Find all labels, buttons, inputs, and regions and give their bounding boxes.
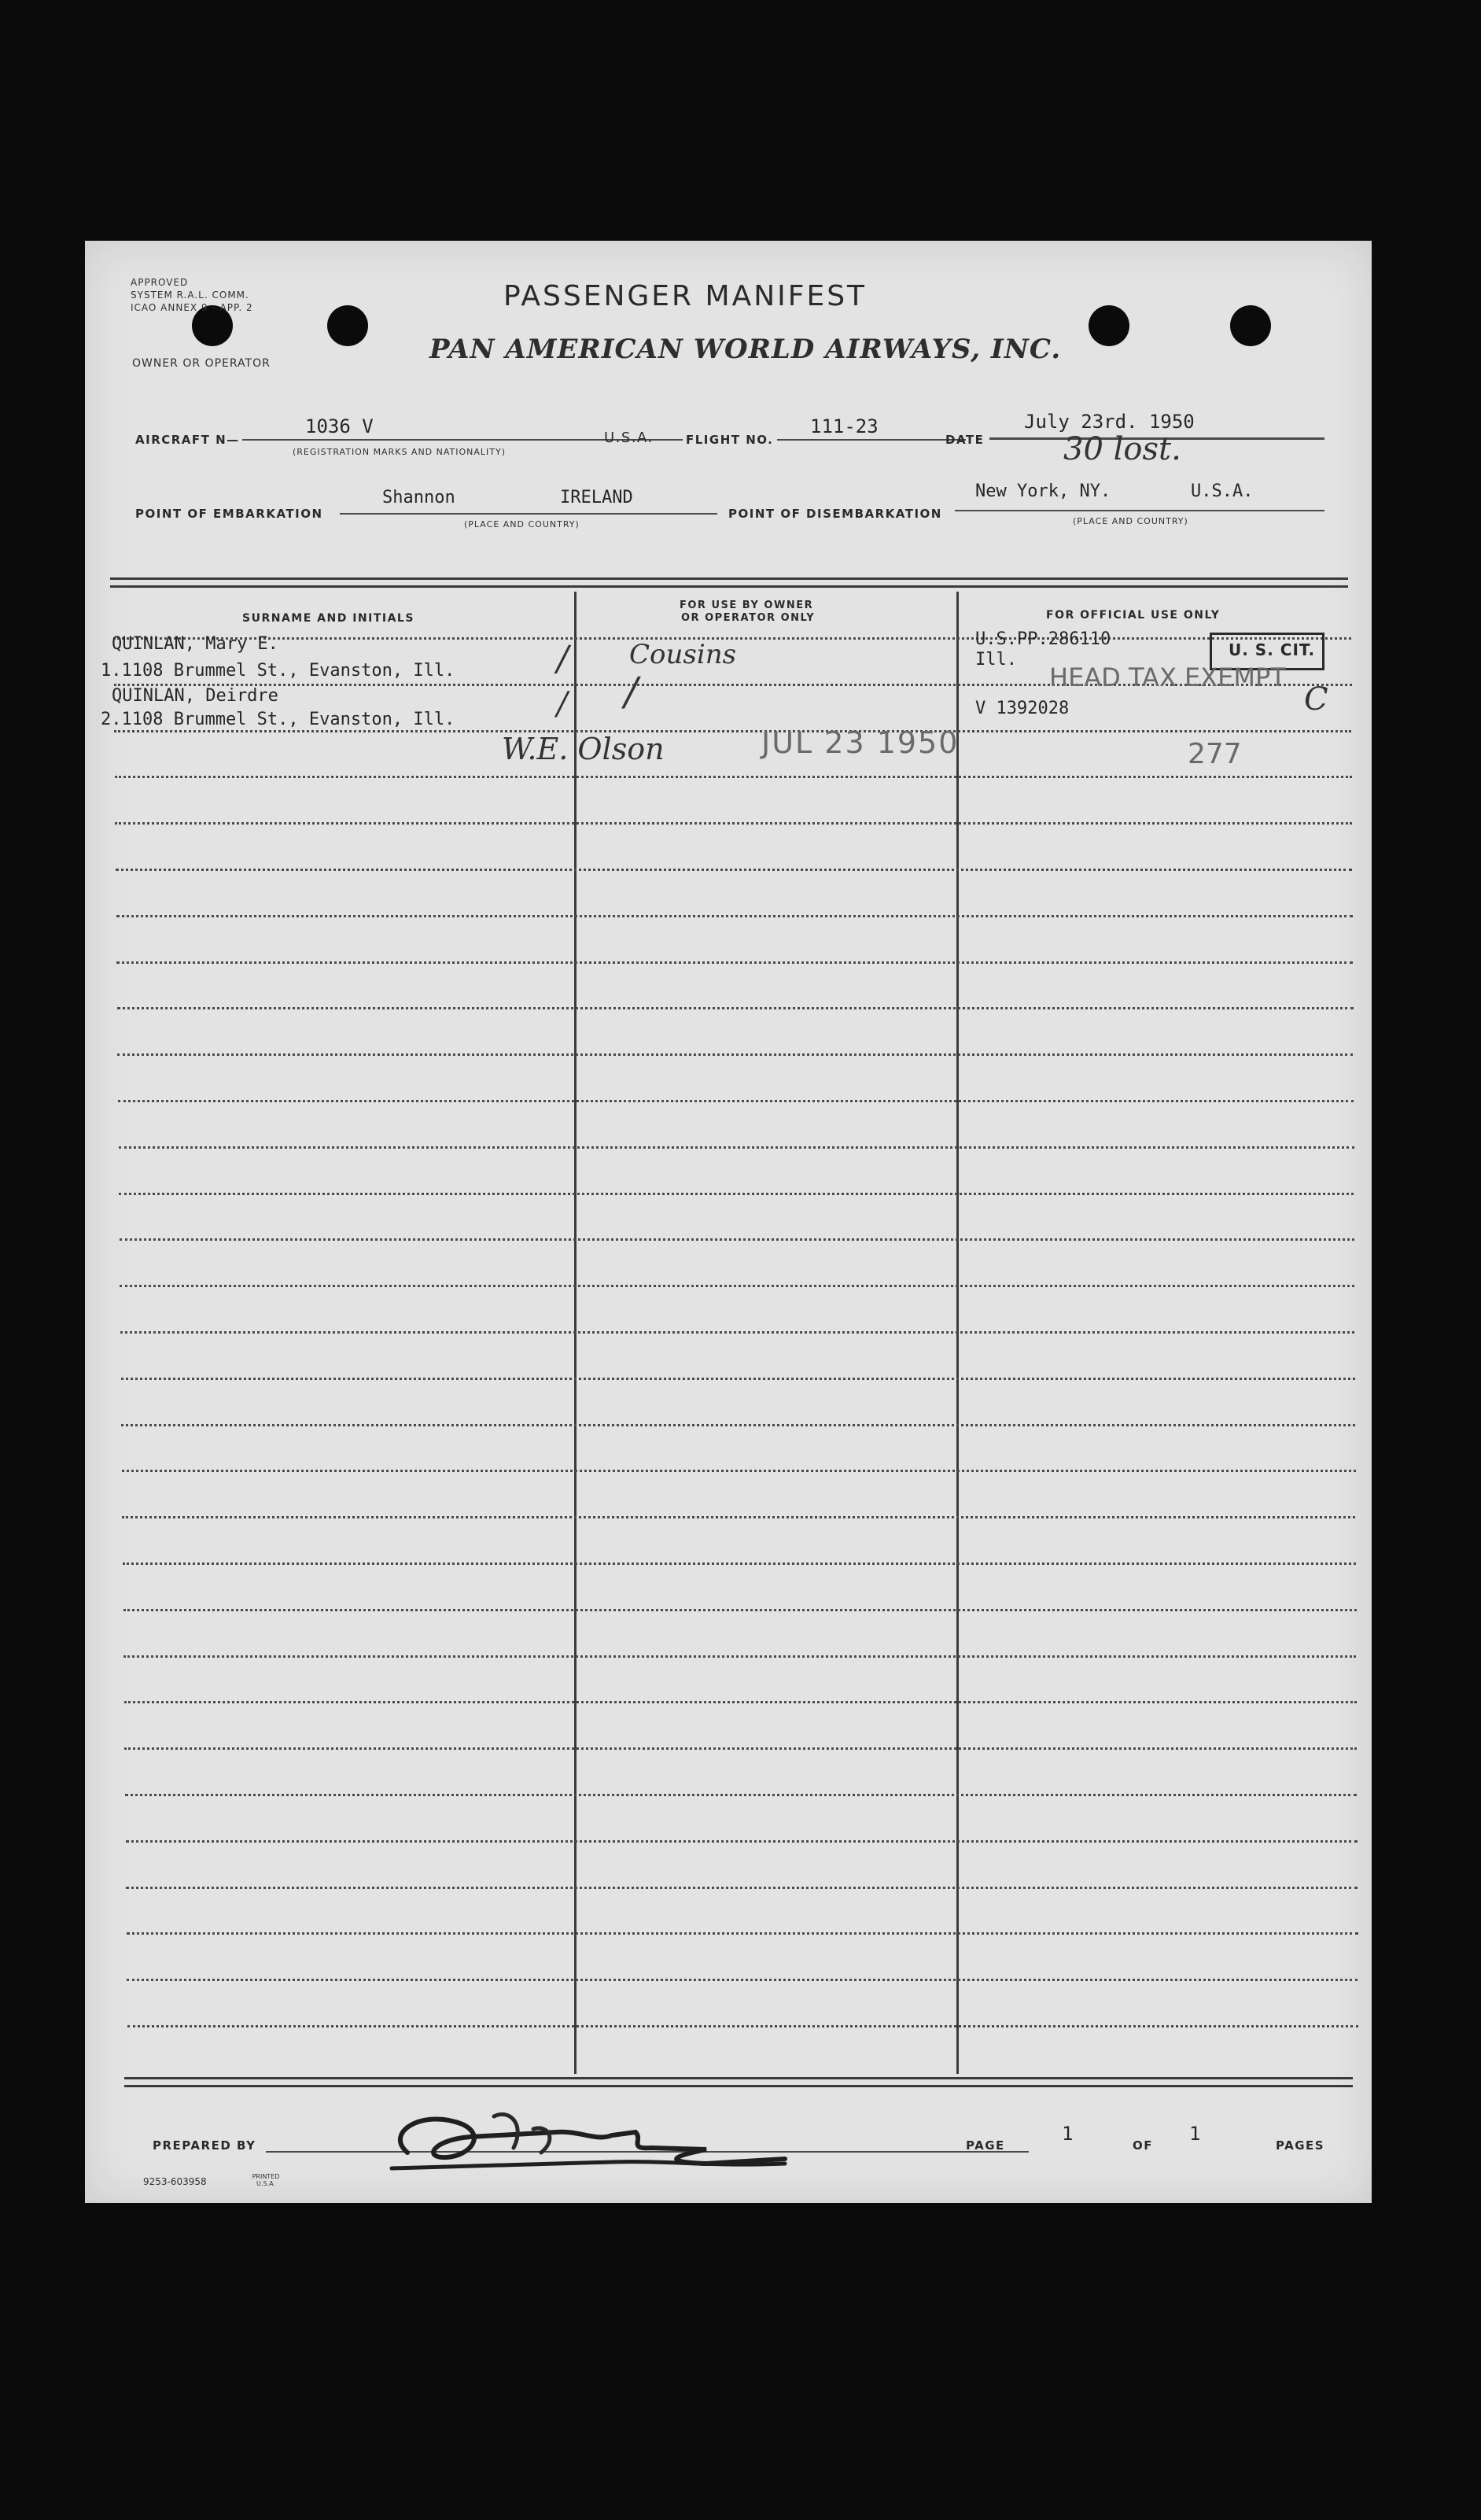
prepared-by-label: PREPARED BY — [153, 2138, 256, 2153]
passport-number: U.S.PP.286110 — [975, 629, 1111, 649]
ruled-line — [121, 1378, 1355, 1380]
ruled-line — [118, 1100, 1354, 1102]
page-label: PAGE — [966, 2138, 1005, 2153]
date-label: DATE — [945, 433, 985, 447]
flight-label: FLIGHT NO. — [686, 433, 774, 447]
flight-value: 111-23 — [810, 415, 879, 437]
ruled-line — [123, 1609, 1357, 1611]
ruled-line — [127, 1979, 1358, 1981]
ruled-line — [115, 822, 1352, 825]
manifest-page — [85, 241, 1372, 2203]
owner-label: OWNER OR OPERATOR — [132, 357, 271, 370]
date-stamp: JUL 23 1950 — [761, 725, 960, 760]
ruled-line — [119, 1146, 1354, 1149]
footer-rule — [124, 2085, 1353, 2087]
bracket-mark: / — [624, 669, 638, 714]
bracket-mark: / — [557, 686, 568, 722]
form-number: 9253-603958 — [143, 2176, 207, 2187]
inspector-initials: W.E. Olson — [502, 732, 665, 766]
head-tax-stamp: HEAD TAX EXEMPT — [1049, 662, 1286, 692]
punch-hole — [1230, 305, 1271, 346]
citizenship-stamp-text: U. S. CIT. — [1229, 640, 1316, 659]
usa-label: U.S.A. — [604, 430, 654, 446]
arrival-count: 277 — [1188, 738, 1242, 770]
ruled-line — [121, 1424, 1355, 1426]
disembarkation-value: New York, NY. — [975, 481, 1111, 501]
ruled-line — [127, 1932, 1358, 1935]
page-total: 1 — [1189, 2123, 1201, 2145]
punch-hole — [327, 305, 368, 346]
aircraft-label: AIRCRAFT N— — [135, 433, 240, 447]
column-header-official: FOR OFFICIAL USE ONLY — [1046, 609, 1221, 622]
printed-mark: PRINTED U.S.A. — [252, 2173, 280, 2187]
passport-state: Ill. — [975, 650, 1017, 670]
airline-name: PAN AMERICAN WORLD AIRWAYS, INC. — [429, 334, 1062, 365]
footer-rule — [124, 2077, 1353, 2079]
ruled-line — [125, 1794, 1357, 1796]
aircraft-sub: (REGISTRATION MARKS AND NATIONALITY) — [293, 447, 507, 457]
punch-hole — [1089, 305, 1129, 346]
column-header-owner: OR OPERATOR ONLY — [681, 612, 816, 624]
ruled-line — [115, 776, 1352, 778]
signature — [376, 2101, 816, 2187]
ruled-line — [123, 1563, 1356, 1565]
ruled-line — [114, 730, 1351, 732]
header-rule — [110, 577, 1348, 580]
header-rule — [110, 585, 1348, 588]
of-label: OF — [1133, 2138, 1153, 2153]
ruled-line — [117, 1007, 1354, 1009]
ruled-line — [127, 2025, 1358, 2027]
ruled-line — [116, 961, 1353, 964]
handwritten-date-note: 30 lost. — [1063, 431, 1181, 467]
ruled-line — [122, 1470, 1356, 1472]
ruled-line — [123, 1655, 1356, 1658]
column-header-owner: FOR USE BY OWNER — [680, 600, 814, 611]
ruled-line — [124, 1701, 1357, 1703]
visa-number: V 1392028 — [975, 699, 1070, 718]
ruled-line — [120, 1331, 1354, 1334]
disembarkation-country: U.S.A. — [1191, 481, 1254, 501]
pages-label: PAGES — [1276, 2138, 1325, 2153]
date-value: July 23rd. 1950 — [1024, 411, 1195, 433]
passenger-address: 1.1108 Brummel St., Evanston, Ill. — [101, 661, 455, 681]
page-number: 1 — [1062, 2123, 1074, 2145]
ruled-line — [122, 1516, 1355, 1518]
place-sub: (PLACE AND COUNTRY) — [464, 519, 580, 529]
bracket-mark: / — [557, 639, 569, 679]
embarkation-label: POINT OF EMBARKATION — [135, 507, 323, 521]
column-header-surname: SURNAME AND INITIALS — [242, 612, 414, 625]
place-sub: (PLACE AND COUNTRY) — [1073, 516, 1188, 526]
ruled-line — [116, 869, 1352, 871]
operator-note: Cousins — [629, 639, 737, 670]
ruled-line — [116, 915, 1353, 917]
ruled-line — [120, 1238, 1354, 1241]
approval-line: SYSTEM R.A.L. COMM. — [131, 290, 249, 301]
passenger-address: 2.1108 Brummel St., Evanston, Ill. — [101, 710, 455, 729]
aircraft-value: 1036 V — [305, 415, 374, 437]
ruled-line — [124, 1747, 1357, 1750]
approval-line: APPROVED — [131, 277, 189, 288]
ruled-line — [120, 1285, 1354, 1287]
ruled-line — [117, 1053, 1353, 1056]
page-title: PASSENGER MANIFEST — [503, 280, 868, 312]
approval-line: ICAO ANNEX 9 - APP. 2 — [131, 302, 253, 313]
ruled-line — [126, 1840, 1358, 1843]
check-mark-c: C — [1304, 681, 1328, 718]
passenger-name: QUINLAN, Mary E. — [112, 634, 278, 654]
disembarkation-label: POINT OF DISEMBARKATION — [728, 507, 942, 521]
ruled-line — [126, 1887, 1358, 1889]
embarkation-country: IRELAND — [560, 488, 633, 507]
embarkation-city: Shannon — [382, 488, 455, 507]
ruled-line — [119, 1193, 1354, 1195]
passenger-name: QUINLAN, Deirdre — [112, 686, 278, 706]
